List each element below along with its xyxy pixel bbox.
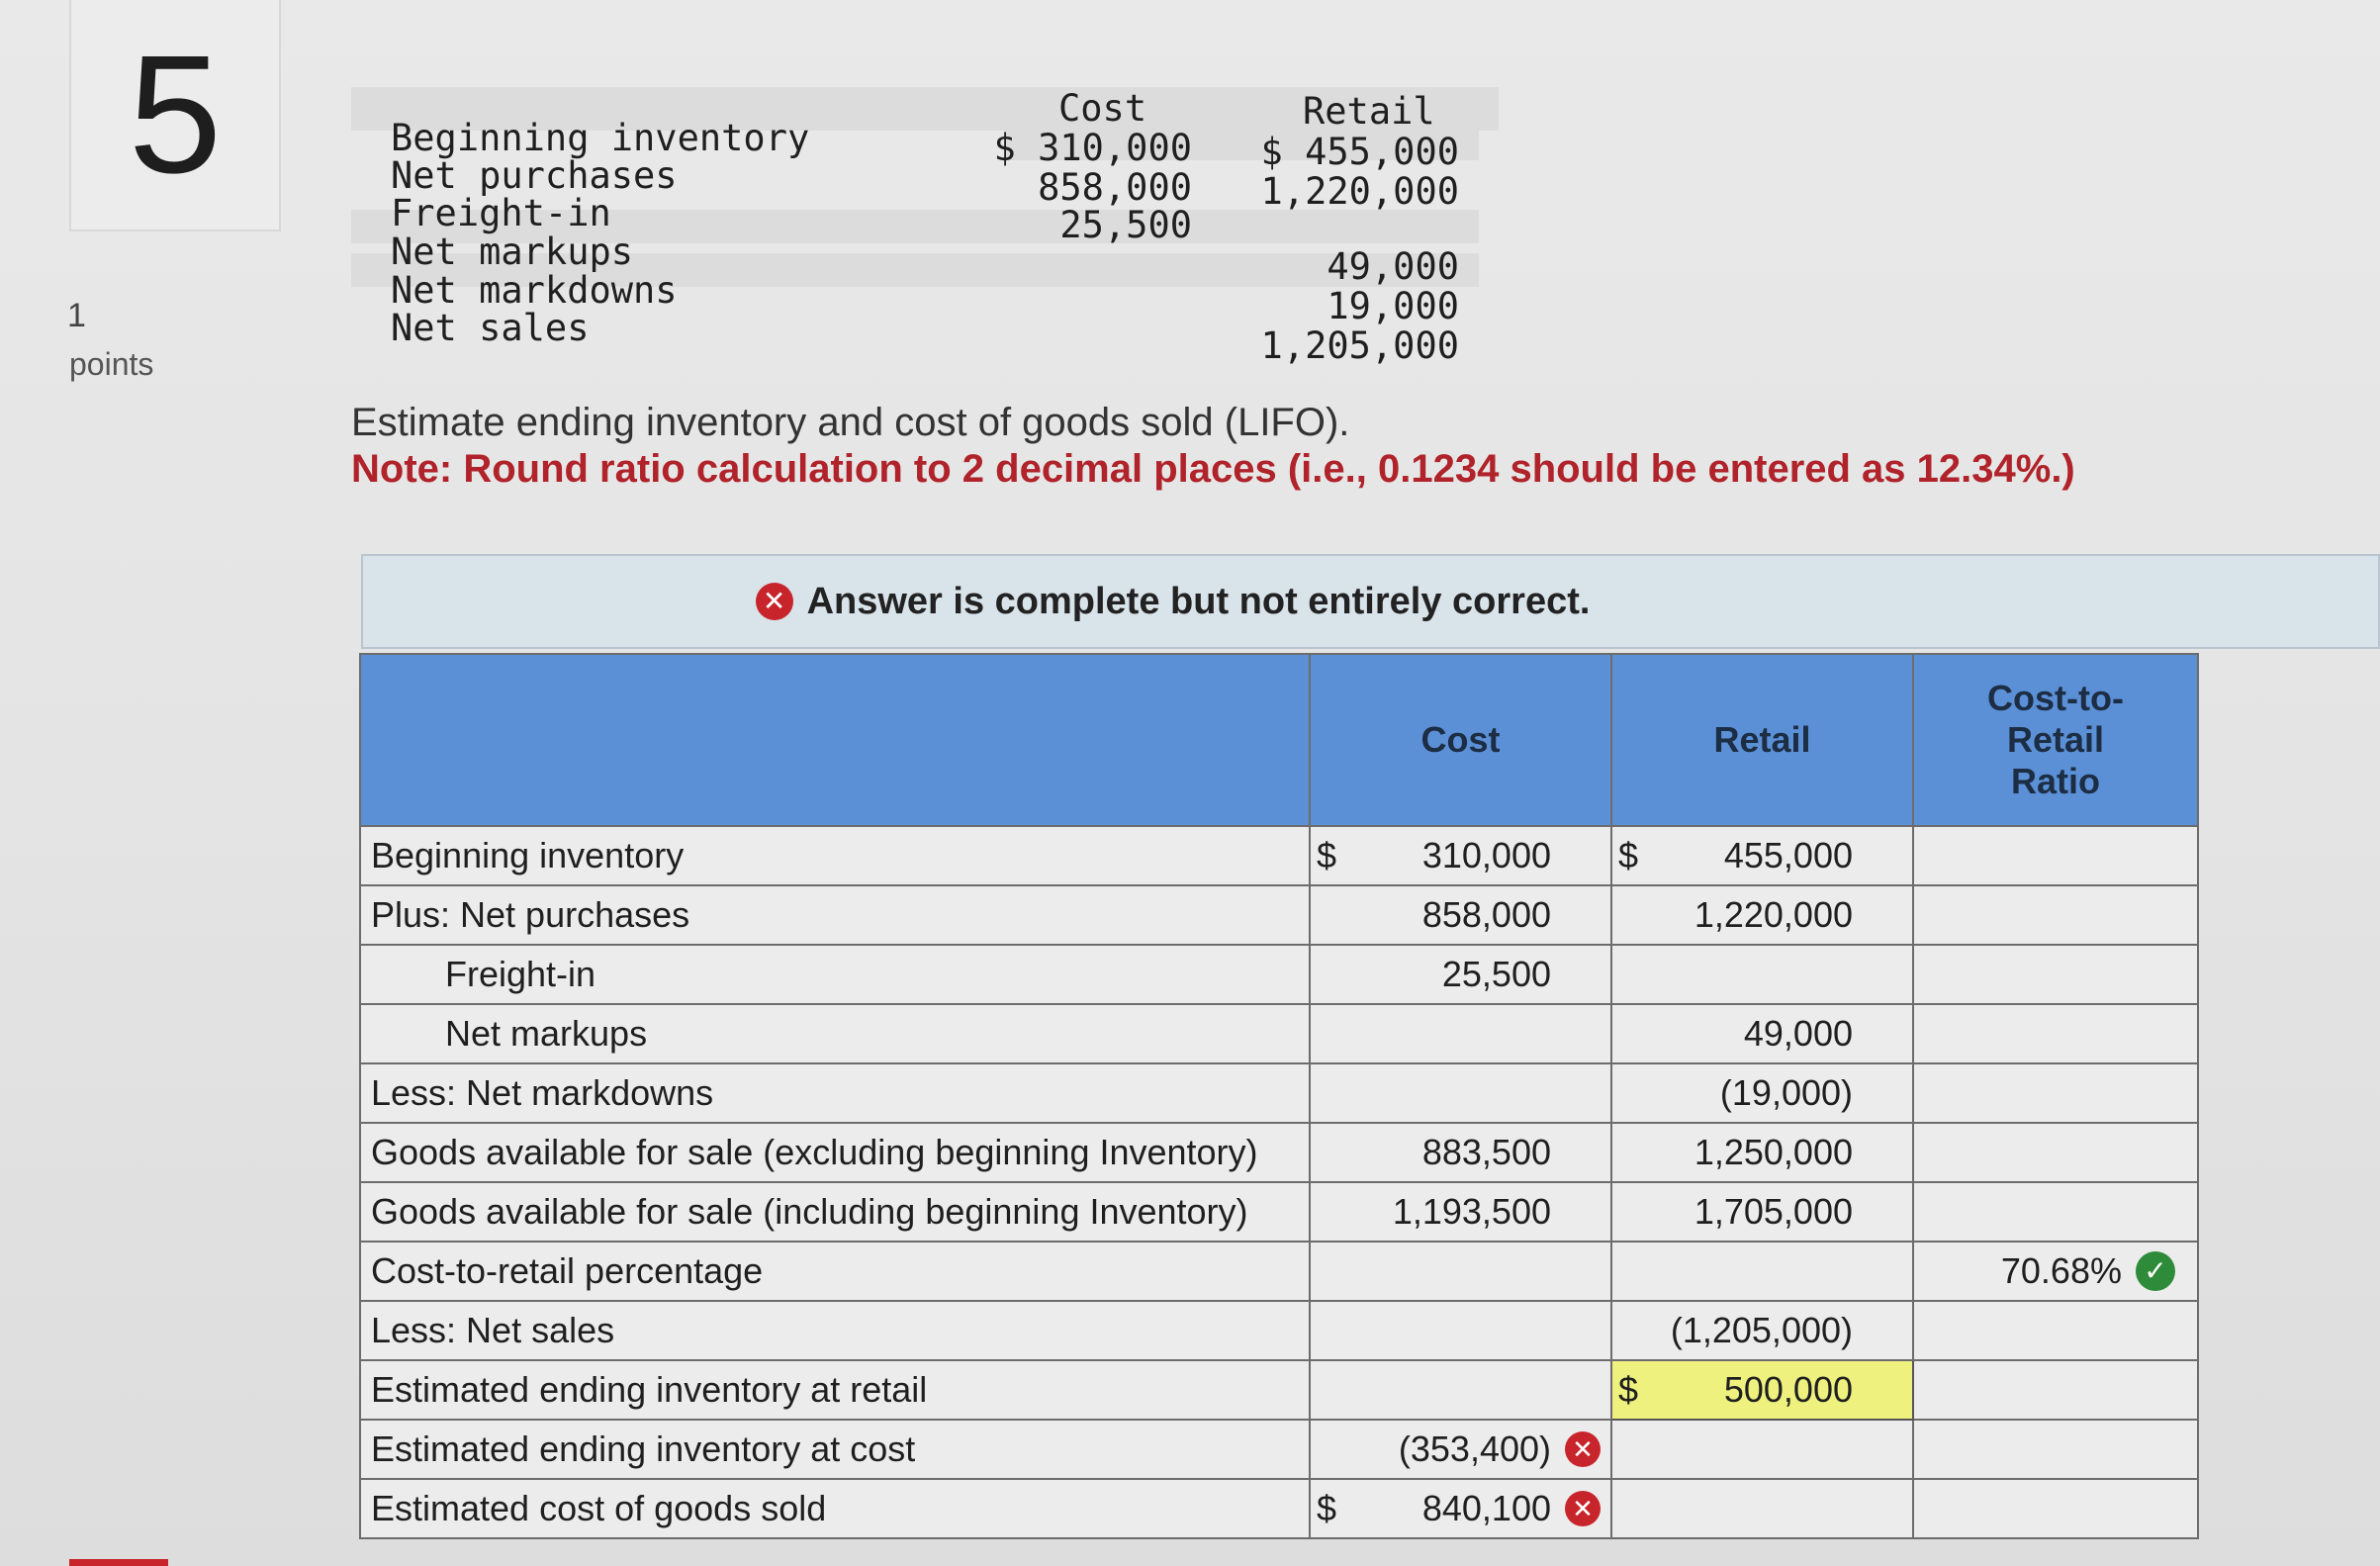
x-circle-icon: ✕ [1565, 1431, 1601, 1467]
answer-table [359, 653, 2199, 1539]
row-label: Beginning inventory [360, 826, 1310, 885]
cost-input[interactable]: 25,500 [1310, 945, 1611, 1004]
retail-input[interactable] [1611, 1420, 1913, 1479]
given-cost: 25,500 [1059, 204, 1192, 246]
ratio-input[interactable] [1913, 1063, 2198, 1123]
dollar-sign: $ [1317, 1488, 1337, 1528]
ratio-input[interactable] [1913, 1360, 2198, 1420]
retail-input[interactable] [1611, 1242, 1913, 1301]
given-label: Beginning inventory [391, 117, 810, 159]
retail-input[interactable]: 49,000 [1611, 1004, 1913, 1063]
row-label: Plus: Net purchases [360, 885, 1310, 945]
table-row [360, 1242, 2198, 1301]
ratio-input[interactable] [1913, 826, 2198, 885]
answer-status-banner [361, 554, 2380, 649]
ratio-header-line: Ratio [2011, 761, 2100, 801]
label-column-header [360, 654, 1310, 826]
table-row [360, 1301, 2198, 1360]
given-retail: 49,000 [1327, 245, 1459, 288]
ratio-column-header [1913, 654, 2198, 826]
row-label: Net markups [360, 1004, 1310, 1063]
ratio-input[interactable] [1913, 1182, 2198, 1242]
ratio-input[interactable]: 70.68% ✓ [1913, 1242, 2198, 1301]
retail-input[interactable] [1611, 1479, 1913, 1538]
retail-input[interactable]: 1,250,000 [1611, 1123, 1913, 1182]
ratio-input[interactable] [1913, 945, 2198, 1004]
given-label: Freight-in [391, 192, 611, 234]
ratio-input[interactable] [1913, 1479, 2198, 1538]
rounding-note: Note: Round ratio calculation to 2 decimal places (i.e., 0.1234 should be entered as 12.34%.) [351, 447, 2075, 491]
points-value: 1 [67, 297, 86, 334]
instruction-text: Estimate ending inventory and cost of goods sold (LIFO). [351, 401, 1350, 444]
cost-input[interactable] [1310, 1242, 1611, 1301]
table-row [360, 1004, 2198, 1063]
table-row [360, 1360, 2198, 1420]
retail-input[interactable]: 1,705,000 [1611, 1182, 1913, 1242]
question-number: 5 [69, 0, 281, 231]
ratio-input[interactable] [1913, 1301, 2198, 1360]
given-retail: $ 455,000 [1260, 131, 1459, 173]
cost-input[interactable]: 858,000 [1310, 885, 1611, 945]
retail-input[interactable]: 1,220,000 [1611, 885, 1913, 945]
row-label: Freight-in [360, 945, 1310, 1004]
given-label: Net markdowns [391, 269, 678, 312]
given-retail-header: Retail [1303, 90, 1435, 133]
given-data-table [351, 87, 1499, 374]
ratio-input[interactable] [1913, 885, 2198, 945]
row-label: Less: Net sales [360, 1301, 1310, 1360]
retail-input[interactable]: $ 455,000 [1611, 826, 1913, 885]
ratio-input[interactable] [1913, 1004, 2198, 1063]
retail-input[interactable]: (19,000) [1611, 1063, 1913, 1123]
row-label: Cost-to-retail percentage [360, 1242, 1310, 1301]
dollar-sign: $ [1618, 1369, 1639, 1410]
given-cost: $ 310,000 [993, 127, 1192, 169]
banner-text: Answer is complete but not entirely correct. [806, 580, 1591, 622]
x-circle-icon: ✕ [756, 583, 793, 620]
retail-input[interactable]: (1,205,000) [1611, 1301, 1913, 1360]
cost-input[interactable] [1310, 1004, 1611, 1063]
x-circle-icon: ✕ [1565, 1491, 1601, 1526]
table-row [360, 1479, 2198, 1538]
table-header-row [360, 654, 2198, 826]
dollar-sign: $ [1317, 835, 1337, 875]
ratio-input[interactable] [1913, 1123, 2198, 1182]
cost-input[interactable] [1310, 1360, 1611, 1420]
row-label: Estimated ending inventory at retail [360, 1360, 1310, 1420]
ratio-input[interactable] [1913, 1420, 2198, 1479]
table-row [360, 826, 2198, 885]
given-cost: 858,000 [1038, 166, 1192, 209]
ratio-header-line: Cost-to- [1987, 678, 2124, 718]
row-label: Goods available for sale (including beginning Inventory) [360, 1182, 1310, 1242]
cost-input[interactable] [1310, 1063, 1611, 1123]
ratio-header-line: Retail [2006, 719, 2105, 760]
retail-column-header: Retail [1611, 654, 1913, 826]
cost-input[interactable] [1310, 1301, 1611, 1360]
progress-marker [69, 1559, 168, 1566]
row-label: Estimated ending inventory at cost [360, 1420, 1310, 1479]
given-retail: 1,220,000 [1260, 170, 1459, 213]
row-label: Less: Net markdowns [360, 1063, 1310, 1123]
given-retail: 19,000 [1327, 285, 1459, 327]
table-row [360, 1063, 2198, 1123]
table-row [360, 1182, 2198, 1242]
table-row [360, 945, 2198, 1004]
check-circle-icon: ✓ [2136, 1251, 2175, 1291]
cost-column-header: Cost [1310, 654, 1611, 826]
row-label: Estimated cost of goods sold [360, 1479, 1310, 1538]
given-label: Net sales [391, 307, 590, 349]
table-row [360, 1123, 2198, 1182]
row-label: Goods available for sale (excluding beginning Inventory) [360, 1123, 1310, 1182]
points-label: points [69, 346, 154, 382]
retail-input[interactable] [1611, 945, 1913, 1004]
given-retail: 1,205,000 [1260, 324, 1459, 367]
cost-input[interactable]: 1,193,500 [1310, 1182, 1611, 1242]
cost-input[interactable]: (353,400) ✕ [1310, 1420, 1611, 1479]
cost-input[interactable]: $ 840,100 ✕ [1310, 1479, 1611, 1538]
given-label: Net markups [391, 230, 634, 273]
table-row [360, 885, 2198, 945]
cost-input[interactable]: 883,500 [1310, 1123, 1611, 1182]
table-row [360, 1420, 2198, 1479]
retail-input[interactable]: $ 500,000 [1611, 1360, 1913, 1420]
cost-input[interactable]: $ 310,000 [1310, 826, 1611, 885]
given-cost-header: Cost [1058, 87, 1147, 130]
given-label: Net purchases [391, 154, 678, 197]
dollar-sign: $ [1618, 835, 1639, 875]
